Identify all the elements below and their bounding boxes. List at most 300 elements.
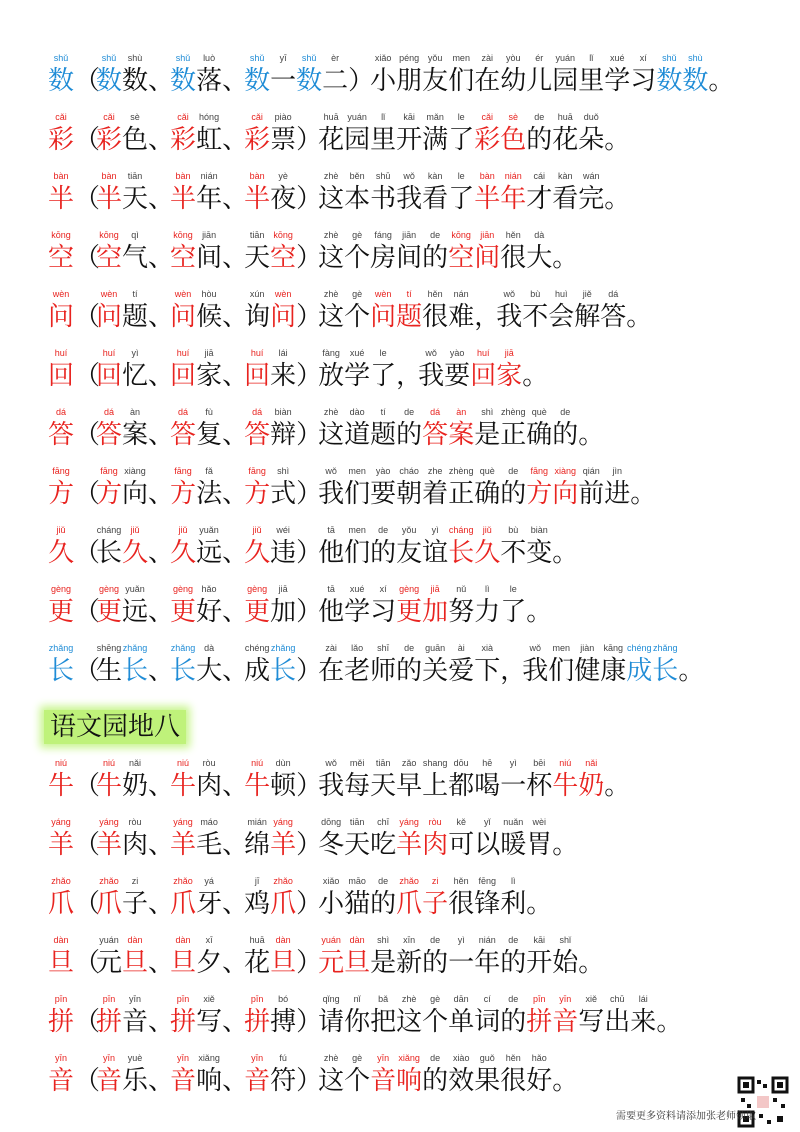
punctuation <box>526 583 553 629</box>
pinyin: jiā <box>278 584 288 594</box>
pinyin: dá <box>56 407 67 417</box>
hanzi: 音 <box>48 1066 75 1096</box>
pinyin: shù <box>127 53 143 63</box>
hanzi: 拼 <box>244 1007 271 1037</box>
hanzi: 奶 <box>122 771 149 801</box>
hanzi: 花 <box>244 948 271 978</box>
pinyin: èr <box>331 53 340 63</box>
hanzi: 加 <box>270 597 297 627</box>
hanzi: 问 <box>96 302 123 332</box>
character-unit <box>422 993 448 1039</box>
pinyin: yá <box>204 876 214 886</box>
character-unit <box>396 406 422 452</box>
hanzi: 、 <box>222 1007 249 1037</box>
pinyin: ài <box>457 643 465 653</box>
pinyin: dà <box>534 230 545 240</box>
pinyin: kōng <box>51 230 71 240</box>
character-unit <box>422 52 448 98</box>
character-unit <box>422 875 448 921</box>
pinyin: biàn <box>530 525 548 535</box>
hanzi: 绵 <box>244 830 271 860</box>
character-unit <box>656 52 682 98</box>
pinyin: jiǔ <box>252 525 262 535</box>
punctuation <box>474 288 501 334</box>
punctuation <box>348 52 375 98</box>
hanzi: 音 <box>370 1066 397 1096</box>
pinyin: yì <box>131 348 139 358</box>
hanzi: 色 <box>122 125 149 155</box>
hanzi: （ <box>74 889 101 919</box>
hanzi: 成 <box>626 656 653 686</box>
hanzi: 。 <box>604 125 631 155</box>
pinyin: yīn <box>377 1053 390 1063</box>
hanzi: 爪 <box>96 889 123 919</box>
hanzi: 朋 <box>396 66 423 96</box>
hanzi: 半 <box>244 184 271 214</box>
pinyin: shū <box>375 171 391 181</box>
pinyin: nián <box>200 171 218 181</box>
hanzi: 牛 <box>48 771 75 801</box>
pinyin: hǎo <box>531 1053 547 1063</box>
hanzi: （ <box>74 771 101 801</box>
hanzi: ） <box>296 1066 323 1096</box>
character-unit <box>344 757 370 803</box>
hanzi: 题 <box>370 420 397 450</box>
pinyin: zài <box>325 643 337 653</box>
pinyin: cháng <box>96 525 122 535</box>
pinyin: yǒu <box>427 53 443 63</box>
hanzi: 谊 <box>422 538 449 568</box>
pinyin: cǎi <box>103 112 115 122</box>
pinyin: yuǎn <box>125 584 145 594</box>
hanzi: 。 <box>552 243 579 273</box>
hanzi: ） <box>296 656 323 686</box>
character-unit <box>526 170 552 216</box>
hanzi: 、 <box>222 302 249 332</box>
pinyin: àn <box>130 407 141 417</box>
punctuation <box>296 875 323 921</box>
character-unit <box>474 993 500 1039</box>
character-unit <box>170 934 196 980</box>
hanzi: 空 <box>448 243 475 273</box>
hanzi: 确 <box>526 420 553 450</box>
pinyin: tiān <box>375 758 391 768</box>
character-unit <box>48 875 74 921</box>
hanzi: 这 <box>318 1066 345 1096</box>
pinyin: kāi <box>533 935 545 945</box>
pinyin: le <box>379 348 387 358</box>
hanzi: 解 <box>574 302 601 332</box>
character-unit <box>370 642 396 688</box>
punctuation <box>222 524 249 570</box>
character-unit <box>422 524 448 570</box>
character-unit <box>578 111 604 157</box>
punctuation <box>552 1052 579 1098</box>
character-unit <box>448 111 474 157</box>
pinyin: shǔ <box>101 53 117 63</box>
character-unit <box>96 111 122 157</box>
character-unit <box>318 1052 344 1098</box>
punctuation <box>74 875 101 921</box>
pinyin: zhǎng <box>122 643 148 653</box>
section-title: 语文园地八 <box>44 710 186 744</box>
character-unit <box>344 993 370 1039</box>
hanzi: 数 <box>96 66 123 96</box>
pinyin: máo <box>200 817 218 827</box>
character-unit <box>344 465 370 511</box>
sentence-line <box>48 875 553 921</box>
hanzi: 们 <box>344 538 371 568</box>
character-unit <box>370 993 396 1039</box>
character-unit <box>344 1052 370 1098</box>
character-unit <box>344 875 370 921</box>
character-unit <box>418 347 444 393</box>
pinyin: yì <box>431 525 439 535</box>
character-unit <box>96 170 122 216</box>
character-unit <box>96 524 122 570</box>
character-unit <box>196 465 222 511</box>
punctuation <box>626 288 653 334</box>
character-unit <box>122 993 148 1039</box>
hanzi: 习 <box>370 597 397 627</box>
hanzi: 半 <box>170 184 197 214</box>
hanzi: 会 <box>548 302 575 332</box>
pinyin: fáng <box>374 230 392 240</box>
pinyin: fāng <box>100 466 118 476</box>
pinyin: chī <box>377 817 390 827</box>
footer-note: 需要更多资料请添加张老师领取 <box>616 1111 756 1122</box>
character-unit <box>96 347 122 393</box>
hanzi: 问 <box>370 302 397 332</box>
character-unit <box>170 465 196 511</box>
pinyin: zhǎo <box>99 876 119 886</box>
pinyin: wǒ <box>403 171 415 181</box>
sentence-line <box>48 934 605 980</box>
pinyin: fēng <box>478 876 496 886</box>
character-unit <box>244 875 270 921</box>
pinyin: cǎi <box>55 112 67 122</box>
sentence-line <box>48 465 657 511</box>
punctuation <box>148 1052 175 1098</box>
character-unit <box>318 111 344 157</box>
hanzi: 要 <box>444 361 471 391</box>
pinyin: yīn <box>129 994 142 1004</box>
character-unit <box>244 465 270 511</box>
character-unit <box>244 524 270 570</box>
hanzi: 的 <box>500 479 527 509</box>
hanzi: 花 <box>552 125 579 155</box>
hanzi: （ <box>74 1066 101 1096</box>
pinyin: fǎ <box>205 466 213 476</box>
pinyin: wéi <box>276 525 290 535</box>
pinyin: jiǔ <box>130 525 140 535</box>
hanzi: 空 <box>96 243 123 273</box>
hanzi: 成 <box>244 656 271 686</box>
character-unit <box>244 406 270 452</box>
hanzi: 我 <box>318 479 345 509</box>
hanzi: 单 <box>448 1007 475 1037</box>
character-unit <box>170 1052 196 1098</box>
pinyin: zài <box>481 53 493 63</box>
character-unit <box>170 406 196 452</box>
hanzi: 的 <box>526 125 553 155</box>
hanzi: 个 <box>344 1066 371 1096</box>
character-unit <box>526 229 552 275</box>
punctuation <box>296 1052 323 1098</box>
character-unit <box>318 934 344 980</box>
character-unit <box>170 993 196 1039</box>
punctuation <box>148 229 175 275</box>
pinyin: xiàng <box>124 466 146 476</box>
character-unit <box>318 347 344 393</box>
hanzi: 音 <box>170 1066 197 1096</box>
hanzi: 虹 <box>196 125 223 155</box>
hanzi: 、 <box>222 420 249 450</box>
sentence-line <box>48 583 553 629</box>
pinyin: xí <box>379 584 387 594</box>
pinyin: zhè <box>323 407 339 417</box>
hanzi: 始 <box>552 948 579 978</box>
punctuation <box>74 229 101 275</box>
pinyin: fāng <box>248 466 266 476</box>
pinyin: jiān <box>402 230 417 240</box>
character-unit <box>344 524 370 570</box>
hanzi: 他 <box>318 597 345 627</box>
character-unit <box>48 465 74 511</box>
pinyin: xiàng <box>554 466 577 476</box>
pinyin: yáng <box>399 817 419 827</box>
hanzi: 。 <box>552 1066 579 1096</box>
pinyin: xiě <box>203 994 215 1004</box>
hanzi: 向 <box>552 479 579 509</box>
hanzi: 响 <box>196 1066 223 1096</box>
pinyin: shǔ <box>249 53 265 63</box>
hanzi: 气 <box>122 243 149 273</box>
character-unit <box>578 993 604 1039</box>
pinyin: qǐng <box>322 994 340 1004</box>
pinyin: ròu <box>128 817 142 827</box>
character-unit <box>574 642 600 688</box>
punctuation <box>222 934 249 980</box>
character-unit <box>318 288 344 334</box>
pinyin: hěn <box>505 1053 521 1063</box>
character-unit <box>96 52 122 98</box>
pinyin: dàn <box>275 935 291 945</box>
character-unit <box>122 875 148 921</box>
punctuation <box>74 170 101 216</box>
character-unit <box>344 406 370 452</box>
pinyin: shǔ <box>301 53 317 63</box>
hanzi: （ <box>74 830 101 860</box>
hanzi: 看 <box>552 184 579 214</box>
punctuation <box>296 229 323 275</box>
pinyin: bǎ <box>378 994 389 1004</box>
character-unit <box>500 993 526 1039</box>
hanzi: 、 <box>222 184 249 214</box>
hanzi: 方 <box>48 479 75 509</box>
hanzi: 数 <box>296 66 323 96</box>
hanzi: 都 <box>448 771 475 801</box>
pinyin: le <box>509 584 517 594</box>
hanzi: 天 <box>344 830 371 860</box>
character-unit <box>196 170 222 216</box>
pinyin: huì <box>554 289 568 299</box>
hanzi: ， <box>500 656 527 686</box>
punctuation <box>522 347 549 393</box>
character-unit <box>552 934 578 980</box>
hanzi: 、 <box>148 479 175 509</box>
character-unit <box>270 52 296 98</box>
character-unit <box>322 52 348 98</box>
pinyin: cǎi <box>177 112 189 122</box>
character-unit <box>344 934 370 980</box>
character-unit <box>526 1052 552 1098</box>
hanzi: 的 <box>500 1007 527 1037</box>
hanzi: 每 <box>344 771 371 801</box>
punctuation <box>148 288 175 334</box>
pinyin: shēng <box>96 643 122 653</box>
hanzi: 一 <box>270 66 297 96</box>
hanzi: （ <box>74 66 101 96</box>
character-unit <box>170 816 196 862</box>
pinyin: de <box>508 935 519 945</box>
punctuation <box>222 288 249 334</box>
punctuation <box>74 465 101 511</box>
character-unit <box>500 406 526 452</box>
punctuation <box>296 583 323 629</box>
character-unit <box>196 583 222 629</box>
pinyin: niú <box>251 758 264 768</box>
pinyin: gè <box>352 1053 363 1063</box>
character-unit <box>122 524 148 570</box>
sentence-line <box>48 170 631 216</box>
hanzi: 完 <box>578 184 605 214</box>
character-unit <box>370 229 396 275</box>
hanzi: ） <box>296 302 323 332</box>
pinyin: dá <box>430 407 441 417</box>
hanzi: （ <box>74 125 101 155</box>
pinyin: pīn <box>102 994 116 1004</box>
pinyin: gèng <box>50 584 72 594</box>
hanzi: 效 <box>448 1066 475 1096</box>
hanzi: 彩 <box>474 125 501 155</box>
hanzi: 间 <box>396 243 423 273</box>
pinyin: huí <box>102 348 116 358</box>
pinyin: chéng <box>627 643 652 653</box>
punctuation <box>604 757 631 803</box>
character-unit <box>48 583 74 629</box>
punctuation <box>296 170 323 216</box>
hanzi: 我 <box>496 302 523 332</box>
character-unit <box>578 170 604 216</box>
pinyin: piào <box>274 112 292 122</box>
hanzi: 旦 <box>122 948 149 978</box>
hanzi: 天 <box>122 184 149 214</box>
pinyin: hěn <box>453 876 469 886</box>
character-unit <box>552 757 578 803</box>
pinyin: sè <box>130 112 140 122</box>
pinyin: yè <box>278 171 288 181</box>
pinyin: de <box>430 935 441 945</box>
hanzi: 出 <box>604 1007 631 1037</box>
hanzi: 彩 <box>170 125 197 155</box>
character-unit <box>396 524 422 570</box>
hanzi: 来 <box>270 361 297 391</box>
hanzi: 方 <box>96 479 123 509</box>
hanzi: 爪 <box>396 889 423 919</box>
hanzi: 是 <box>370 948 397 978</box>
character-unit <box>422 406 448 452</box>
hanzi: 、 <box>148 538 175 568</box>
hanzi: 很 <box>448 889 475 919</box>
character-unit <box>448 757 474 803</box>
hanzi: 朝 <box>396 479 423 509</box>
character-unit <box>48 288 74 334</box>
hanzi: 奶 <box>578 771 605 801</box>
hanzi: 、 <box>222 538 249 568</box>
character-unit <box>552 465 578 511</box>
hanzi: 这 <box>318 302 345 332</box>
hanzi: 个 <box>344 302 371 332</box>
character-unit <box>370 52 396 98</box>
hanzi: 天 <box>244 243 271 273</box>
pinyin: què <box>531 407 547 417</box>
hanzi: 师 <box>370 656 397 686</box>
pinyin: fāng <box>530 466 548 476</box>
hanzi: 久 <box>48 538 75 568</box>
pinyin: dá <box>104 407 115 417</box>
punctuation <box>552 229 579 275</box>
character-unit <box>474 934 500 980</box>
hanzi: 一 <box>500 771 527 801</box>
character-unit <box>370 406 396 452</box>
hanzi: 园 <box>344 125 371 155</box>
character-unit <box>448 934 474 980</box>
hanzi: 你 <box>344 1007 371 1037</box>
character-unit <box>318 465 344 511</box>
pinyin: zhe <box>427 466 443 476</box>
hanzi: ， <box>396 361 423 391</box>
character-unit <box>48 757 74 803</box>
hanzi: 违 <box>270 538 297 568</box>
character-unit <box>604 52 630 98</box>
hanzi: 更 <box>244 597 271 627</box>
character-unit <box>170 170 196 216</box>
pinyin: gèng <box>399 584 420 594</box>
pinyin: yuán <box>99 935 119 945</box>
character-unit <box>270 170 296 216</box>
hanzi: 儿 <box>526 66 553 96</box>
punctuation <box>222 465 249 511</box>
hanzi: 。 <box>604 184 631 214</box>
sentence-line <box>48 52 735 98</box>
pinyin: tiān <box>349 817 365 827</box>
hanzi: ， <box>474 302 501 332</box>
pinyin: kàn <box>558 171 573 181</box>
hanzi: 才 <box>526 184 553 214</box>
character-unit <box>422 465 448 511</box>
character-unit <box>552 170 578 216</box>
hanzi: 彩 <box>96 125 123 155</box>
character-unit <box>96 406 122 452</box>
character-unit <box>474 816 500 862</box>
pinyin: nián <box>504 171 522 181</box>
pinyin: dān <box>453 994 469 1004</box>
pinyin: shang <box>422 758 448 768</box>
pinyin: bàn <box>101 171 117 181</box>
hanzi: 牛 <box>170 771 197 801</box>
character-unit <box>396 52 422 98</box>
